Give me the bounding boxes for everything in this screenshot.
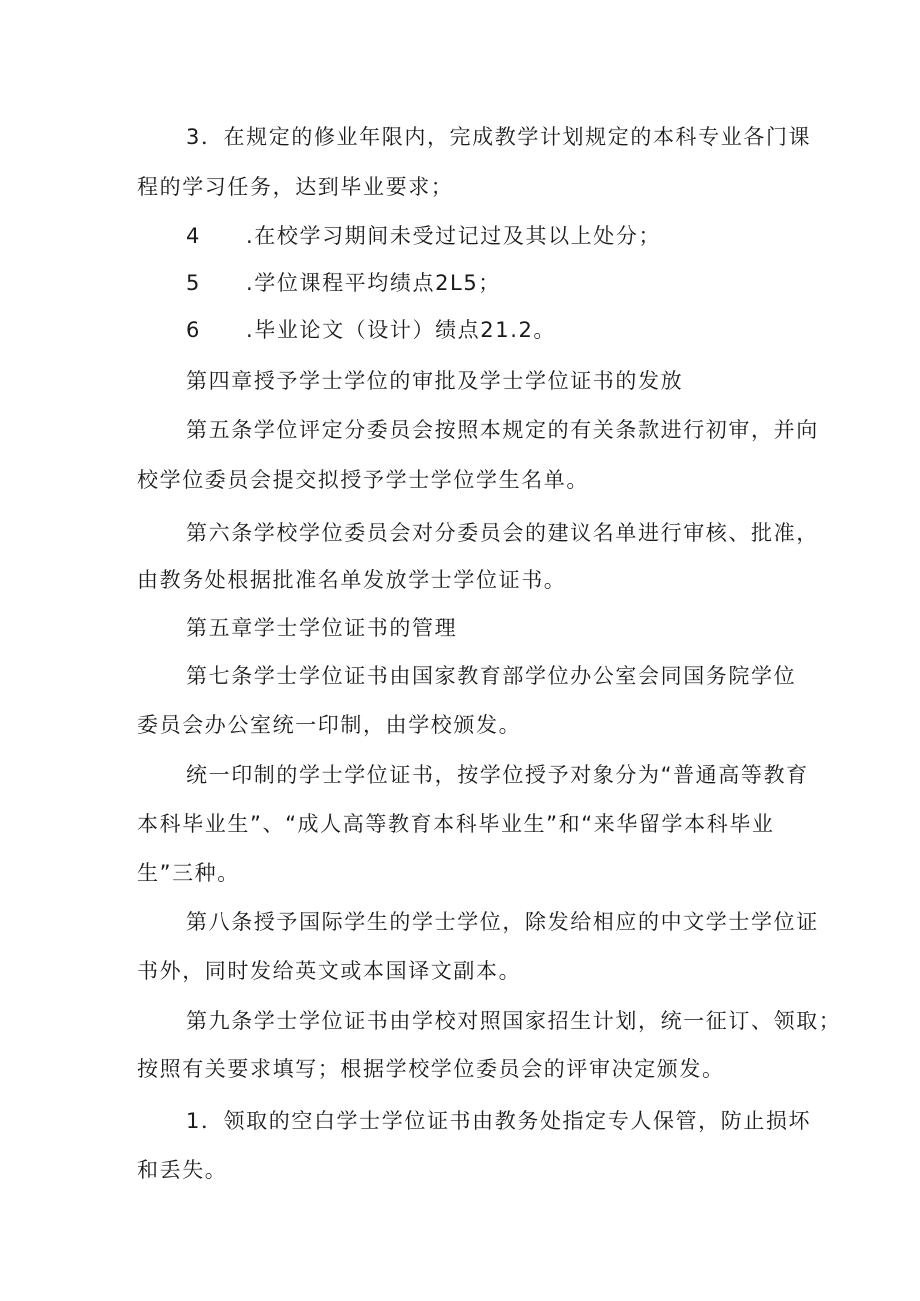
- item-text: .学位课程平均绩点2L5；: [246, 271, 501, 295]
- item-1-line-1: 1．领取的空白学士学位证书由教务处指定专人保管，防止损坏: [186, 1109, 812, 1133]
- article-6-line-1: 第六条学校学位委员会对分委员会的建议名单进行审核、批准，: [186, 521, 819, 545]
- article-5-line-1: 第五条学位评定分委员会按照本规定的有关条款进行初审，并向: [186, 418, 819, 442]
- article-9-line-2: 按照有关要求填写；根据学校学位委员会的评审决定颁发。: [137, 1057, 725, 1081]
- chapter-5-heading: 第五章学士学位证书的管理: [186, 616, 458, 640]
- item-6: [186, 315, 556, 345]
- item-4: [186, 221, 661, 251]
- article-6-line-2: 由教务处根据批准名单发放学士学位证书。: [137, 568, 567, 592]
- article-7-line-1: 第七条学士学位证书由国家教育部学位办公室会同国务院学位: [186, 664, 797, 688]
- item-number: 6: [186, 318, 200, 342]
- chapter-4-heading: 第四章授予学士学位的审批及学士学位证书的发放: [186, 369, 684, 393]
- item-number: 5: [186, 271, 200, 295]
- item-number: 4: [186, 224, 200, 248]
- item-3-line-2: 程的学习任务，达到毕业要求；: [137, 175, 454, 199]
- item-text: .毕业论文（设计）绩点21.2。: [246, 318, 557, 342]
- item-3-line-1: 3．在规定的修业年限内，完成教学计划规定的本科专业各门课: [186, 125, 812, 149]
- article-8-line-2: 书外，同时发给英文或本国译文副本。: [137, 959, 522, 983]
- item-1-line-2: 和丢失。: [137, 1158, 228, 1182]
- article-8-line-1: 第八条授予国际学生的学士学位，除发给相应的中文学士学位证: [186, 910, 819, 934]
- certificate-types-line-1: 统一印制的学士学位证书，按学位授予对象分为“普通高等教育: [186, 763, 809, 787]
- certificate-types-line-2: 本科毕业生”、“成人高等教育本科毕业生”和“来华留学本科毕业: [137, 812, 775, 836]
- article-9-line-1: 第九条学士学位证书由学校对照国家招生计划，统一征订、领取；: [186, 1009, 842, 1033]
- article-5-line-2: 校学位委员会提交拟授予学士学位学生名单。: [137, 468, 589, 492]
- item-text: .在校学习期间未受过记过及其以上处分；: [246, 224, 662, 248]
- certificate-types-line-3: 生”三种。: [137, 861, 240, 885]
- article-7-line-2: 委员会办公室统一印制，由学校颁发。: [137, 713, 522, 737]
- item-5: [186, 268, 501, 298]
